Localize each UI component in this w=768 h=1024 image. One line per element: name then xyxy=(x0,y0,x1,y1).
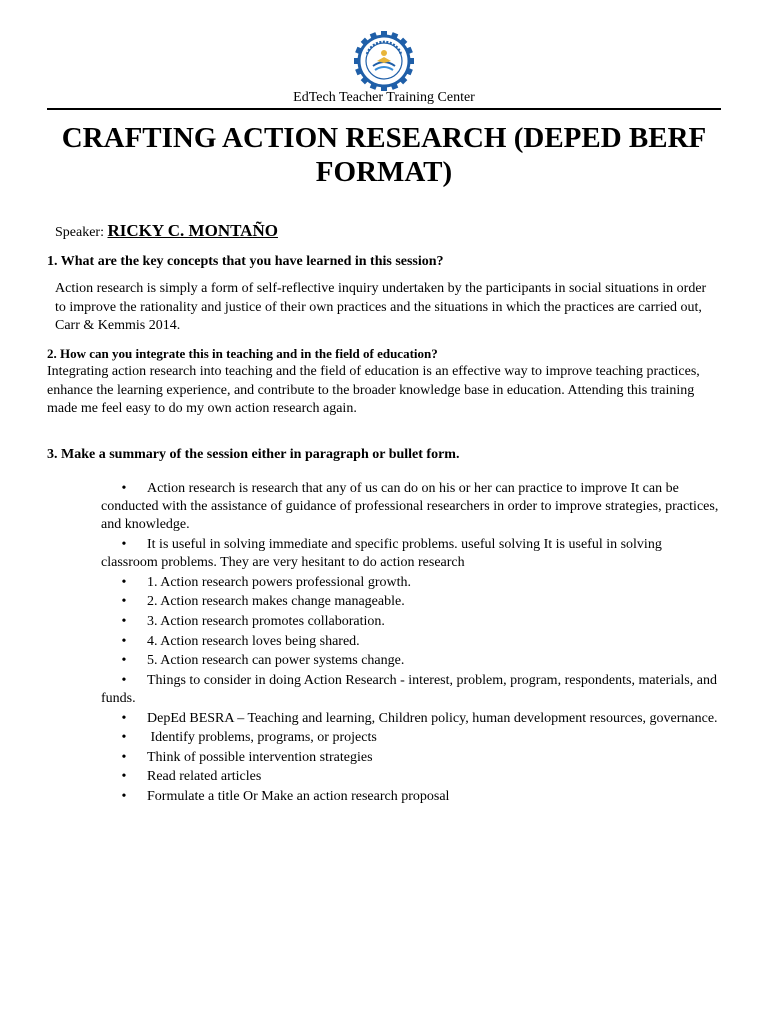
list-item xyxy=(101,710,721,728)
list-item xyxy=(101,574,721,592)
list-item-text: Action research is research that any of us can do on his or her can practice to improve It can be conducted with the assistance of guidance of professional researchers in order to improve strategies, practices, and knowledge. xyxy=(101,481,719,533)
list-item-text: Things to consider in doing Action Research - interest, problem, program, respondents, materials, and funds. xyxy=(101,672,717,706)
list-item-text: Read related articles xyxy=(147,769,262,785)
page-title: CRAFTING ACTION RESEARCH (DEPED BERF FORMAT) xyxy=(61,122,707,188)
speaker-label: Speaker: xyxy=(55,225,104,240)
list-item-text: 2. Action research makes change manageable. xyxy=(147,594,405,610)
bullet-icon: • xyxy=(121,594,127,610)
answer-2: Integrating action research into teaching and the field of education is an effective way to improve teaching practices, enhance the learning experience, and contribute to the broader knowledge base in education. Attending this training made me feel easy to do my own action research again. xyxy=(47,364,700,416)
list-item xyxy=(101,593,721,611)
list-item-text: DepEd BESRA – Teaching and learning, Children policy, human development resources, governance. xyxy=(147,710,718,726)
list-item-text: Think of possible intervention strategies xyxy=(147,749,373,765)
bullet-icon: • xyxy=(121,574,127,590)
bullet-icon: • xyxy=(121,672,127,688)
bullet-icon: • xyxy=(121,613,127,629)
bullet-icon: • xyxy=(121,537,127,552)
bullet-icon: • xyxy=(121,633,127,649)
list-item-text: Formulate a title Or Make an action research proposal xyxy=(147,788,450,804)
list-item xyxy=(101,749,721,767)
question-3: 3. Make a summary of the session either in paragraph or bullet form. xyxy=(47,447,460,462)
list-item-text: 4. Action research loves being shared. xyxy=(147,633,360,649)
bullet-icon: • xyxy=(121,788,127,804)
list-item xyxy=(101,536,721,572)
list-item xyxy=(101,768,721,786)
list-item xyxy=(101,480,721,535)
answer-1: Action research is simply a form of self-reflective inquiry undertaken by the participants in social situations in order to improve the rationality and justice of their own practices and the situations in which the practices are carried out, Carr & Kemmis 2014. xyxy=(55,281,707,333)
bullet-icon: • xyxy=(121,710,127,726)
bullet-icon: • xyxy=(121,653,127,669)
bullet-icon: • xyxy=(121,730,127,746)
list-item-text: It is useful in solving immediate and specific problems. useful solving It is useful in solving classroom problems. They are very hesitant to do action research xyxy=(101,537,662,571)
speaker-name: RICKY C. MONTAÑO xyxy=(107,221,278,240)
list-item-text: Identify problems, programs, or projects xyxy=(147,730,377,746)
speaker-line xyxy=(55,220,278,244)
list-item xyxy=(101,672,721,708)
list-item xyxy=(101,729,721,747)
list-item xyxy=(101,788,721,806)
bullet-icon: • xyxy=(121,749,127,765)
list-item xyxy=(101,652,721,670)
list-item-text: 3. Action research promotes collaboration. xyxy=(147,613,385,629)
question-2: 2. How can you integrate this in teaching and in the field of education? xyxy=(47,346,438,361)
bullet-icon: • xyxy=(121,769,127,785)
summary-bullet-list xyxy=(101,480,721,808)
list-item xyxy=(101,633,721,651)
list-item-text: 5. Action research can power systems change. xyxy=(147,653,405,669)
org-name: EdTech Teacher Training Center xyxy=(293,90,475,105)
edtech-seal-logo-icon xyxy=(353,30,415,92)
question-1: 1. What are the key concepts that you have learned in this session? xyxy=(47,254,444,269)
list-item xyxy=(101,613,721,631)
bullet-icon: • xyxy=(121,481,127,496)
list-item-text: 1. Action research powers professional growth. xyxy=(147,574,411,590)
header-divider xyxy=(47,108,721,110)
